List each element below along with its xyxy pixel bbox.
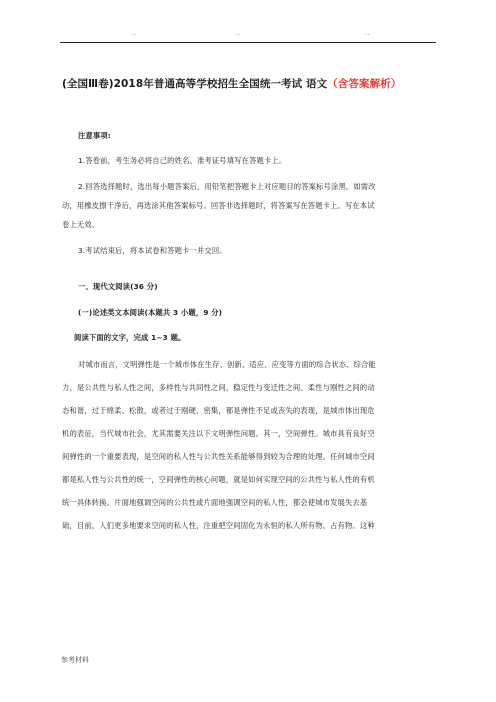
header-mark: .. (236, 30, 242, 37)
notes-item-2-line: 动，用橡皮擦干净后，再选涂其他答案标号。回答非选择题时，将答案写在答题卡上。写在本试 (62, 201, 375, 210)
notes-item-1: 1.答卷前，考生务必将自己的姓名、准考证号填写在答题卡上。 (78, 156, 287, 165)
title-tag: （含答案解析） (327, 78, 402, 90)
notes-heading: 注意事项: (78, 131, 111, 140)
passage-line: 间弹性的一个重要表现，是空间的私人性与公共性关系能够得到较为合理的处理。任何城市空间 (62, 452, 375, 461)
header-rule (60, 42, 436, 43)
passage-line: 统一具体转换。片面地强调空间的公共性或片面地强调空间的私人性，都会使城市发展失去基 (62, 498, 368, 507)
passage-line: 对城市而言，文明弹性是一个城市体在生存、创新、适应、应变等方面的综合状态、综合能 (78, 360, 376, 369)
notes-item-2-line: 2.回答选择题时，选出每小题答案后，用铅笔把答题卡上对应题目的答案标号涂黑。如需改 (78, 182, 376, 191)
section-sub-heading: (一)论述类文本阅读(本题共 3 小题，9 分) (78, 308, 223, 317)
passage-line: 机的表征，当代城市社会，尤其需要关注以下文明弹性问题。其一，空间弹性。城市具有良好空 (62, 429, 375, 438)
document-title (62, 76, 442, 91)
footer-label: 参考材料 (61, 656, 89, 664)
passage-line: 力，是公共性与私人性之间，多样性与共同性之间，稳定性与变迁性之间、柔性与刚性之间的动 (62, 383, 375, 392)
title-main: (全国Ⅲ卷)2018年普通高等学校招生全国统一考试 语文 (62, 78, 328, 90)
passage-line: 都是私人性与公共性的统一，空间弹性的核心问题，就是如何实现空间的公共性与私人性的有机 (62, 475, 375, 484)
header-marks (60, 30, 440, 40)
notes-item-3: 3.考试结束后，将本试卷和答题卡一并交回。 (78, 246, 227, 255)
header-mark: .. (132, 30, 138, 37)
notes-item-2-line: 卷上无效。 (62, 220, 100, 229)
section-heading: 一、现代文阅读(36 分) (78, 282, 158, 291)
section-instruction: 阅读下面的文字，完成 1~3 题。 (74, 333, 186, 342)
header-mark: .. (365, 30, 371, 37)
passage-line: 础，目前，人们更多地要求空间的私人性，注重把空间固化为永恒的私人所有物、占有物。这种 (62, 521, 375, 530)
passage-line: 态和谐，过于绵柔、松散，或者过于刚硬、密集，都是弹性不足或丧失的表现，是城市体出现危 (62, 406, 375, 415)
